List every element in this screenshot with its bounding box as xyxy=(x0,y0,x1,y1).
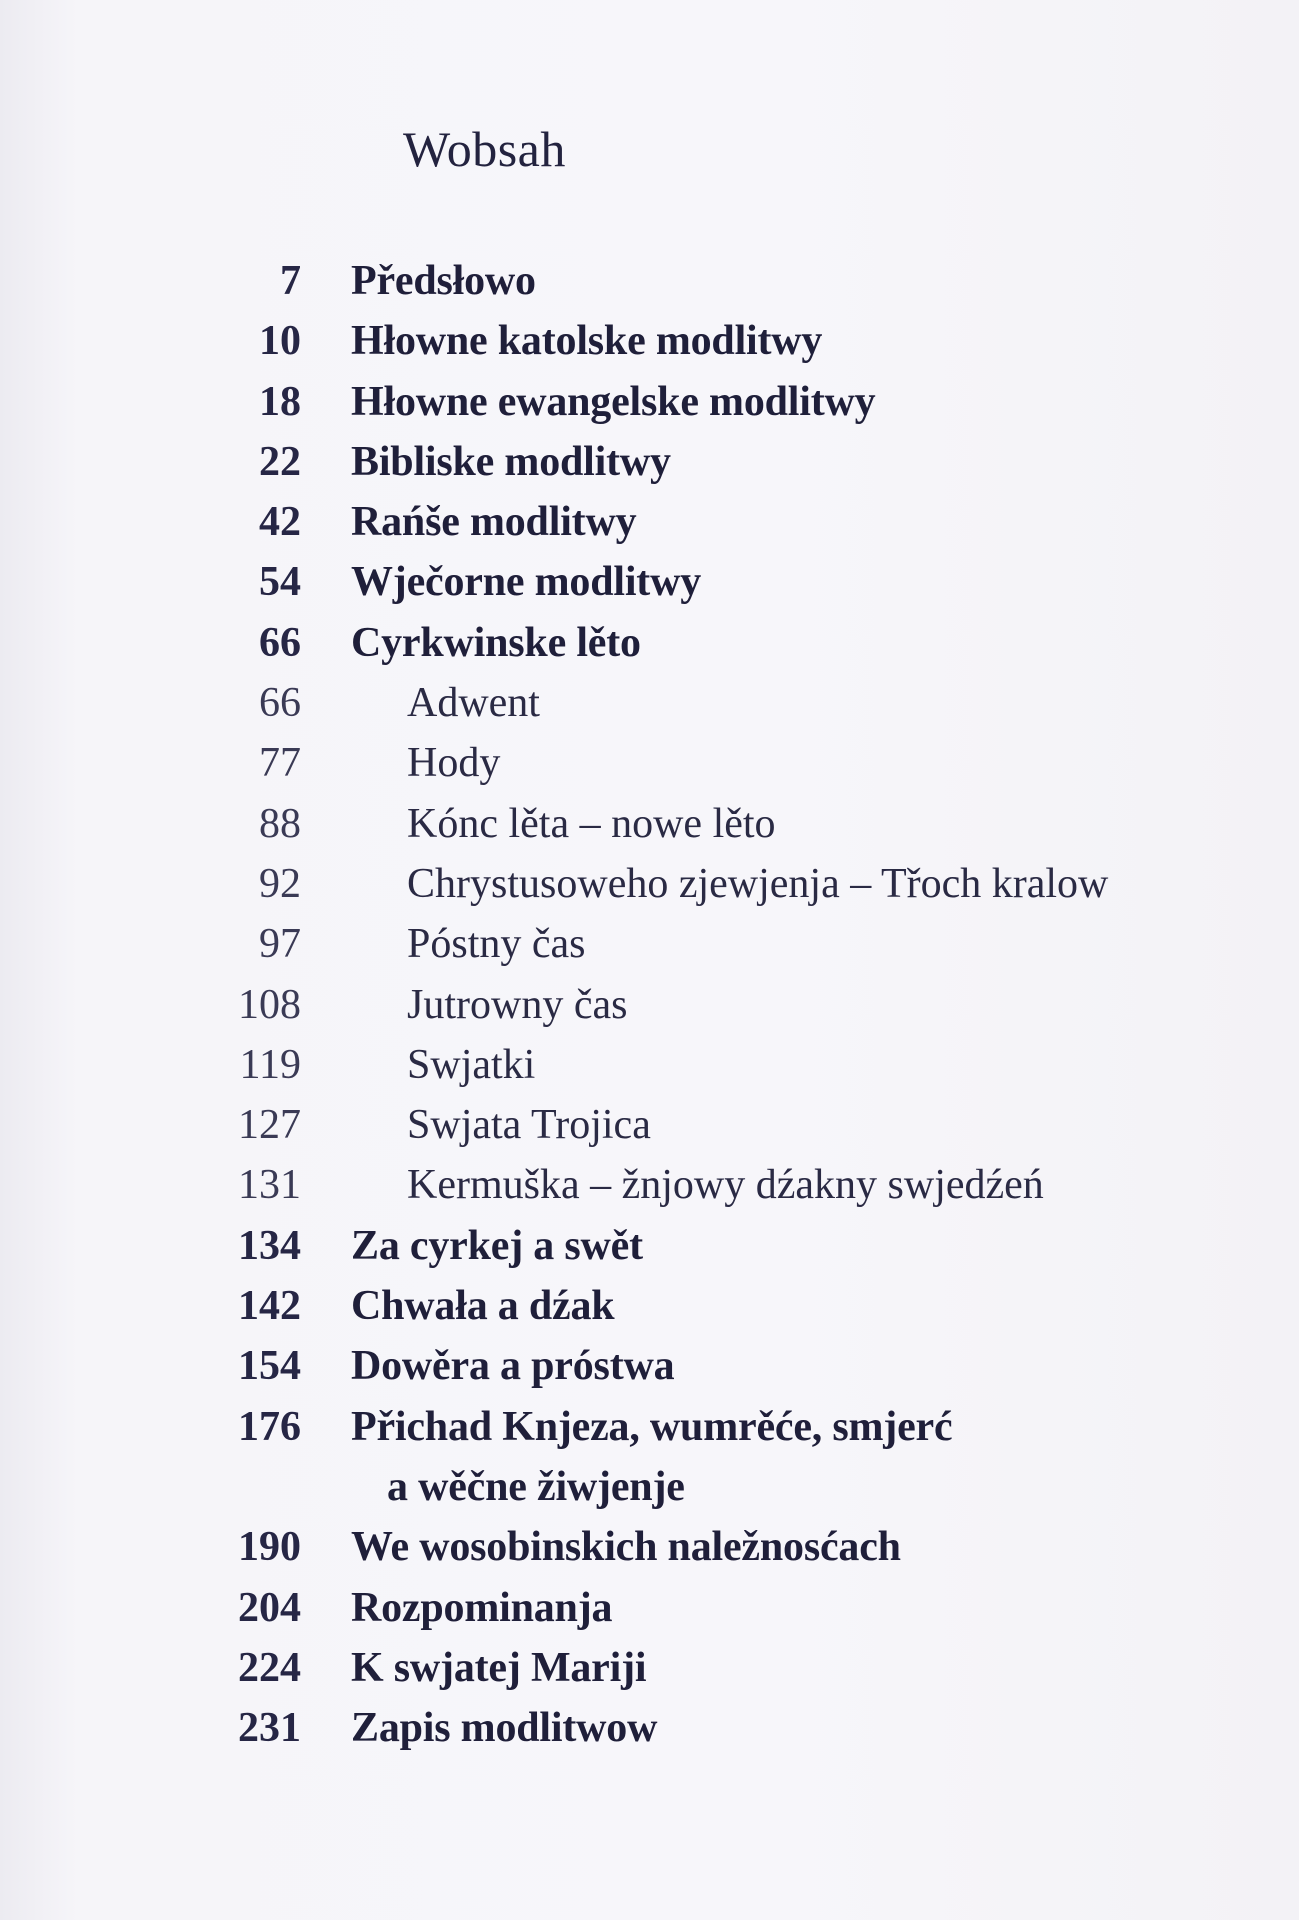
toc-entry-title-line2: a wěčne žiwjenje xyxy=(387,1463,685,1510)
toc-subentry xyxy=(0,794,1299,854)
toc-page-number: 154 xyxy=(238,1343,301,1390)
toc-entry xyxy=(0,432,1299,492)
toc-subentry xyxy=(0,1035,1299,1095)
toc-page-number: 88 xyxy=(259,800,301,847)
toc-entry-title: Swjatki xyxy=(407,1041,536,1088)
toc-page-number: 131 xyxy=(238,1162,301,1209)
toc-page-number: 142 xyxy=(238,1283,301,1330)
toc-page-number: 97 xyxy=(259,921,301,968)
toc-entry xyxy=(0,1638,1299,1698)
toc-entry-title: Cyrkwinske lěto xyxy=(351,619,641,666)
toc-entry-title: Chwała a dźak xyxy=(351,1283,615,1330)
toc-page-number: 190 xyxy=(238,1524,301,1571)
toc-page-number: 224 xyxy=(238,1644,301,1691)
toc-entry-title: Adwent xyxy=(407,680,540,727)
toc-entry xyxy=(0,1397,1299,1518)
toc-entry xyxy=(0,372,1299,432)
toc-entry-title: Za cyrkej a swět xyxy=(351,1222,643,1269)
toc-page-number: 54 xyxy=(259,559,301,606)
toc-subentry xyxy=(0,733,1299,793)
toc-entry-title: Předsłowo xyxy=(351,258,536,304)
toc-entry-title: Rańše modlitwy xyxy=(351,499,637,546)
toc-page-number: 66 xyxy=(259,680,301,727)
toc-page-number: 22 xyxy=(259,438,301,485)
toc-subentry xyxy=(0,914,1299,974)
toc-page-number: 204 xyxy=(238,1584,301,1631)
toc-page-number: 18 xyxy=(259,378,301,425)
toc-entry xyxy=(0,1336,1299,1396)
toc-entry-title: We wosobinskich naležnosćach xyxy=(351,1524,901,1571)
page-title: Wobsah xyxy=(403,121,566,177)
toc-entry-title: Hłowne katolske modlitwy xyxy=(351,318,823,365)
toc-page-number: 92 xyxy=(259,860,301,907)
toc-page-number: 7 xyxy=(280,258,301,304)
toc-page-number: 10 xyxy=(259,318,301,365)
toc-subentry xyxy=(0,1155,1299,1215)
toc-page-number: 108 xyxy=(238,981,301,1028)
toc-subentry xyxy=(0,854,1299,914)
toc-page-number: 66 xyxy=(259,619,301,666)
toc-page-number: 119 xyxy=(239,1041,301,1088)
toc-entry xyxy=(0,1517,1299,1577)
toc-entry xyxy=(0,1216,1299,1276)
toc-entry-title: Zapis modlitwow xyxy=(351,1705,658,1752)
toc-entry-title: K swjatej Mariji xyxy=(351,1644,647,1691)
toc-entry-title: Swjata Trojica xyxy=(407,1102,651,1149)
toc-subentry xyxy=(0,1095,1299,1155)
toc-entry-title: Póstny čas xyxy=(407,921,586,968)
toc-entry-title: Dowěra a próstwa xyxy=(351,1343,675,1390)
toc-entry xyxy=(0,1578,1299,1638)
toc-page-number: 134 xyxy=(238,1222,301,1269)
toc-entry-title xyxy=(351,1397,952,1518)
toc-entry-title: Bibliske modlitwy xyxy=(351,438,671,485)
toc-entry-title: Kónc lěta – nowe lěto xyxy=(407,800,776,847)
toc-subentry xyxy=(0,975,1299,1035)
toc-entry-title: Hody xyxy=(407,740,501,787)
toc-subentry xyxy=(0,673,1299,733)
toc-entry-title: Hłowne ewangelske modlitwy xyxy=(351,378,876,425)
toc-entry xyxy=(0,613,1299,673)
toc-page-number: 42 xyxy=(259,499,301,546)
toc-entry-title: Wječorne modlitwy xyxy=(351,559,702,606)
toc-page-number: 77 xyxy=(259,740,301,787)
toc-entry-title: Chrystusoweho zjewjenja – Třoch kralow xyxy=(407,860,1109,907)
toc-page-number: 176 xyxy=(238,1403,301,1450)
toc-entry xyxy=(0,552,1299,612)
toc-entry xyxy=(0,251,1299,311)
toc-entry-title-line1: Přichad Knjeza, wumrěće, smjerć xyxy=(351,1403,953,1450)
toc-entry xyxy=(0,1698,1299,1758)
toc-entry xyxy=(0,311,1299,371)
table-of-contents xyxy=(0,251,1299,1758)
toc-entry-title: Jutrowny čas xyxy=(407,981,628,1028)
toc-page-number: 231 xyxy=(238,1705,301,1752)
toc-page-number: 127 xyxy=(238,1102,301,1149)
toc-entry-title: Rozpominanja xyxy=(351,1584,613,1631)
toc-entry xyxy=(0,492,1299,552)
toc-entry xyxy=(0,1276,1299,1336)
toc-entry-title: Kermuška – žnjowy dźakny swjedźeń xyxy=(407,1162,1044,1209)
